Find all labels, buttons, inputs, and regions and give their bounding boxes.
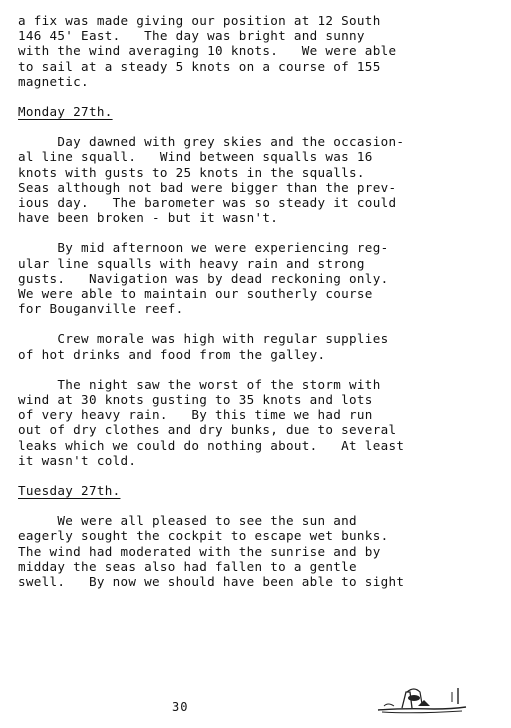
- heading-tuesday: Tuesday 27th.: [18, 483, 121, 499]
- text-line: Crew morale was high with regular supplies: [18, 331, 389, 347]
- text-line: leaks which we could do nothing about. At least: [18, 437, 405, 453]
- paragraph-tuesday-1: [18, 513, 506, 589]
- page-number: 30: [172, 700, 189, 714]
- text-line: for Bouganville reef.: [18, 301, 184, 317]
- text-line: al line squall. Wind between squalls was 16: [18, 149, 373, 165]
- text-line: ular line squalls with heavy rain and strong: [18, 255, 365, 271]
- paragraph-intro: [18, 13, 506, 89]
- text-line: it wasn't cold.: [18, 452, 137, 468]
- text-line: eagerly sought the cockpit to escape wet bunks.: [18, 528, 389, 544]
- text-line: of very heavy rain. By this time we had run: [18, 407, 373, 423]
- text-line: 146 45' East. The day was bright and sunny: [18, 28, 365, 44]
- text-line: The night saw the worst of the storm with: [18, 376, 381, 392]
- paragraph-monday-4: [18, 377, 506, 468]
- text-line: We were able to maintain our southerly course: [18, 286, 373, 302]
- paragraph-monday-2: [18, 240, 506, 316]
- text-line: to sail at a steady 5 knots on a course of 155: [18, 58, 381, 74]
- text-line: of hot drinks and food from the galley.: [18, 346, 326, 362]
- paragraph-monday-3: [18, 331, 506, 361]
- text-line: wind at 30 knots gusting to 35 knots and lots: [18, 392, 373, 408]
- text-line: out of dry clothes and dry bunks, due to several: [18, 422, 397, 438]
- text-line: We were all pleased to see the sun and: [18, 513, 357, 529]
- text-line: magnetic.: [18, 73, 89, 89]
- text-line: gusts. Navigation was by dead reckoning only.: [18, 270, 389, 286]
- text-line: a fix was made giving our position at 12 South: [18, 13, 381, 28]
- sailboat-sketch-icon: [374, 678, 470, 718]
- text-line: ious day. The barometer was so steady it could: [18, 195, 397, 211]
- text-line: with the wind averaging 10 knots. We were able: [18, 43, 397, 59]
- text-line: By mid afternoon we were experiencing reg-: [18, 240, 389, 256]
- text-line: Seas although not bad were bigger than the prev-: [18, 179, 397, 195]
- text-line: midday the seas also had fallen to a gentle: [18, 558, 357, 574]
- text-line: The wind had moderated with the sunrise and by: [18, 543, 381, 559]
- heading-monday: Monday 27th.: [18, 104, 113, 120]
- text-line: Day dawned with grey skies and the occasion-: [18, 134, 405, 150]
- paragraph-monday-1: [18, 134, 506, 225]
- text-line: have been broken - but it wasn't.: [18, 210, 279, 226]
- text-line: swell. By now we should have been able to sight: [18, 574, 405, 590]
- text-line: knots with gusts to 25 knots in the squalls.: [18, 164, 365, 180]
- typed-page: [18, 13, 506, 589]
